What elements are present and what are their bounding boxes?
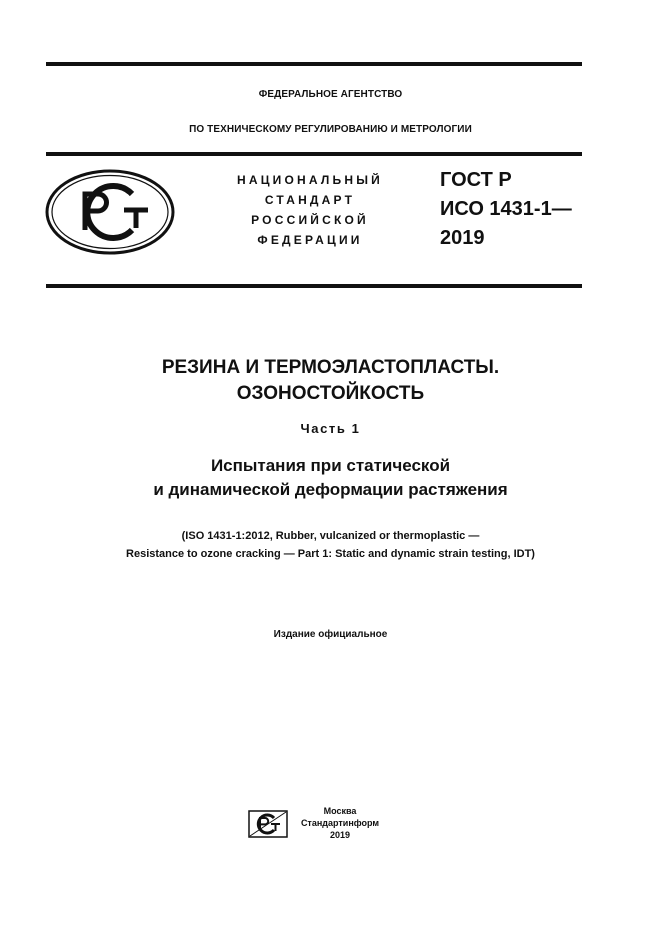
standartinform-logo-icon	[248, 810, 288, 838]
publisher-block	[296, 805, 384, 841]
standard-type-line-4: ФЕДЕРАЦИИ	[257, 233, 363, 247]
publisher-name: Стандартинформ	[300, 818, 380, 828]
designation-line-1: ГОСТ Р	[440, 169, 512, 191]
international-line-2: Resistance to ozone cracking — Part 1: Static and dynamic strain testing, IDT)	[126, 548, 535, 560]
subtitle-line-1: Испытания при статической	[210, 456, 451, 475]
title-rule	[46, 284, 582, 288]
agency-line-2: ПО ТЕХНИЧЕСКОМУ РЕГУЛИРОВАНИЮ И МЕТРОЛОГИИ	[189, 124, 472, 135]
top-rule	[46, 62, 582, 66]
standard-type-block	[205, 170, 415, 250]
header-rule	[46, 152, 582, 156]
part-label: Часть 1	[300, 421, 361, 436]
publisher-city: Москва	[323, 806, 357, 816]
agency-line-1: ФЕДЕРАЛЬНОЕ АГЕНТСТВО	[258, 89, 403, 100]
subtitle-line-2: и динамической деформации растяжения	[153, 480, 508, 499]
standard-designation	[440, 166, 572, 253]
international-line-1: (ISO 1431-1:2012, Rubber, vulcanized or thermoplastic —	[181, 530, 480, 542]
title-line-1: РЕЗИНА И ТЕРМОЭЛАСТОПЛАСТЫ.	[161, 357, 500, 378]
standard-type-line-2: СТАНДАРТ	[264, 193, 356, 207]
title-line-2: ОЗОНОСТОЙКОСТЬ	[236, 383, 425, 404]
rst-certification-mark-icon	[44, 168, 176, 256]
publisher-year: 2019	[329, 830, 351, 840]
international-reference	[0, 527, 661, 563]
edition-label: Издание официальное	[273, 629, 388, 640]
designation-line-3: 2019	[440, 227, 485, 249]
standard-type-line-1: НАЦИОНАЛЬНЫЙ	[236, 173, 384, 187]
designation-line-2: ИСО 1431-1—	[440, 198, 572, 220]
document-title	[0, 355, 661, 407]
standard-type-line-3: РОССИЙСКОЙ	[251, 213, 369, 227]
document-subtitle	[0, 454, 661, 502]
